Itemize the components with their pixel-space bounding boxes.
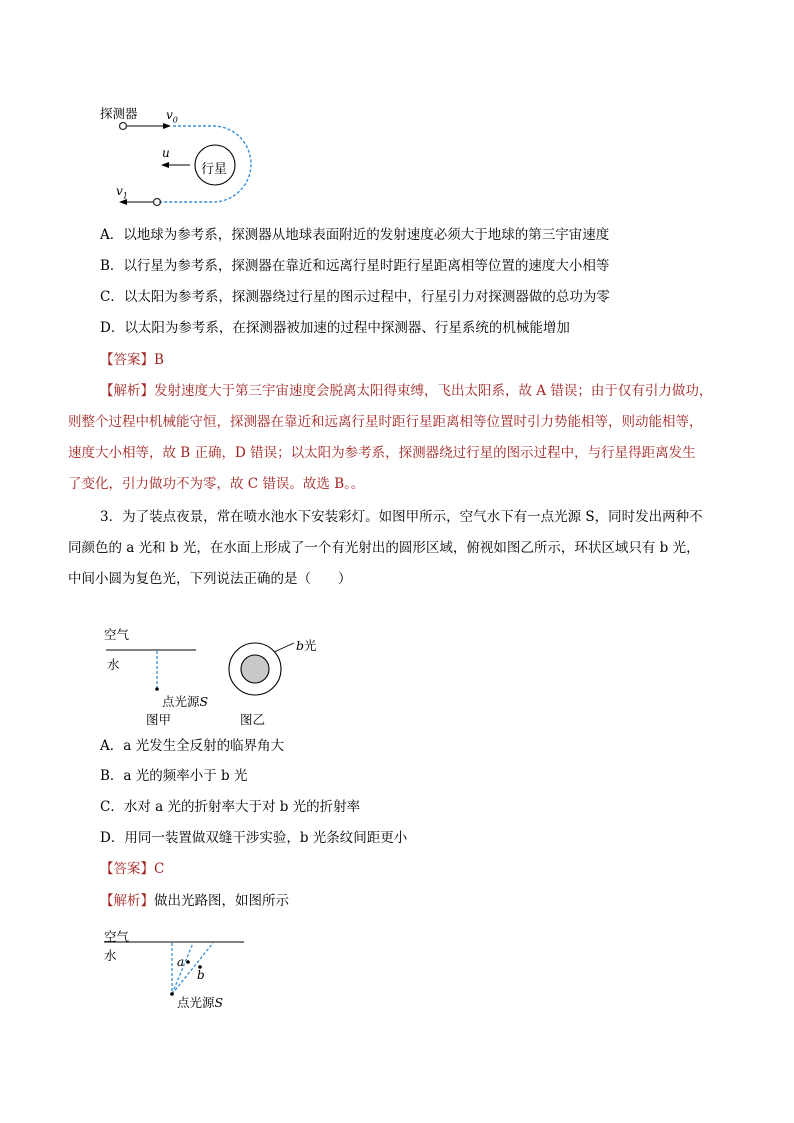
analysis-tag: 【解析】 <box>100 893 154 909</box>
water-label-2: 水 <box>104 948 117 963</box>
answer-value: B <box>154 352 164 368</box>
point-source-label: 点光源S <box>162 694 209 709</box>
q2-option-b: B．以行星为参考系，探测器在靠近和远离行星时距行星距离相等位置的速度大小相等 <box>100 258 610 274</box>
label-b: b <box>197 968 205 982</box>
q2-answer <box>100 350 164 370</box>
u-label: u <box>162 146 170 160</box>
caption-jia: 图甲 <box>146 712 172 727</box>
caption-yi: 图乙 <box>240 712 266 727</box>
q3-analysis <box>100 891 289 911</box>
planet-label: 行星 <box>201 162 228 177</box>
v0-label: $v_0$ <box>166 108 178 125</box>
probe-label: 探测器 <box>100 106 138 121</box>
q2-option-a: A．以地球为参考系，探测器从地球表面附近的发射速度必须大于地球的第三宇宙速度 <box>100 227 610 243</box>
b-light-label: b光 <box>296 638 317 653</box>
q3-stem-line-1: 3．为了装点夜景，常在喷水池水下安装彩灯。如图甲所示，空气水下有一点光源 S，同时发出两种不 <box>100 509 703 525</box>
q3-stem-line-3: 中间小圆为复色光，下列说法正确的是（ ） <box>68 571 352 587</box>
q2-option-d: D．以太阳为参考系，在探测器被加速的过程中探测器、行星系统的机械能增加 <box>100 320 570 336</box>
label-a: a <box>177 955 185 969</box>
q3-option-c: C．水对 a 光的折射率大于对 b 光的折射率 <box>100 799 361 815</box>
q3-option-a: A．a 光发生全反射的临界角大 <box>100 738 285 754</box>
q2-option-c: C．以太阳为参考系，探测器绕过行星的图示过程中，行星引力对探测器做的总功为零 <box>100 289 610 305</box>
q3-option-d: D．用同一装置做双缝干涉实验，b 光条纹间距更小 <box>100 830 408 846</box>
inner-circle <box>241 655 269 683</box>
answer-value: C <box>154 861 165 877</box>
b-light-pointer <box>274 643 294 652</box>
analysis-text: 做出光路图，如图所示 <box>154 893 289 909</box>
air-label-2: 空气 <box>104 929 130 944</box>
air-label: 空气 <box>104 627 130 642</box>
water-label: 水 <box>107 657 120 672</box>
probe-start-point <box>120 123 127 130</box>
point-source-label-2: 点光源S <box>177 995 224 1010</box>
point-source-dot <box>155 687 159 691</box>
q3-stem-line-2: 同颜色的 a 光和 b 光，在水面上形成了一个有光射出的圆形区域，俯视如图乙所示，环状区域只有 b 光， <box>68 540 700 556</box>
q2-analysis-line-1: 【解析】发射速度大于第三宇宙速度会脱离太阳得束缚，飞出太阳系，故 A 错误；由于仅有引力做功， <box>100 383 713 399</box>
q2-analysis-line-2: 则整个过程中机械能守恒，探测器在靠近和远离行星时距行星距离相等位置时引力势能相等，则动能相等， <box>68 414 703 430</box>
v1-label: $v_1$ <box>116 184 128 201</box>
q3-answer <box>100 859 164 879</box>
q2-analysis-line-3: 速度大小相等，故 B 正确，D 错误；以太阳为参考系，探测器绕过行星的图示过程中，与行星得距离发生 <box>68 445 696 461</box>
point-source-dot <box>170 992 174 996</box>
answer-tag: 【答案】 <box>100 352 154 368</box>
q3-option-b: B．a 光的频率小于 b 光 <box>100 768 248 784</box>
q2-analysis-line-4: 了变化，引力做功不为零，故 C 错误。故选 B。。 <box>68 476 365 492</box>
answer-tag: 【答案】 <box>100 861 154 877</box>
point-a-dot <box>186 960 190 964</box>
